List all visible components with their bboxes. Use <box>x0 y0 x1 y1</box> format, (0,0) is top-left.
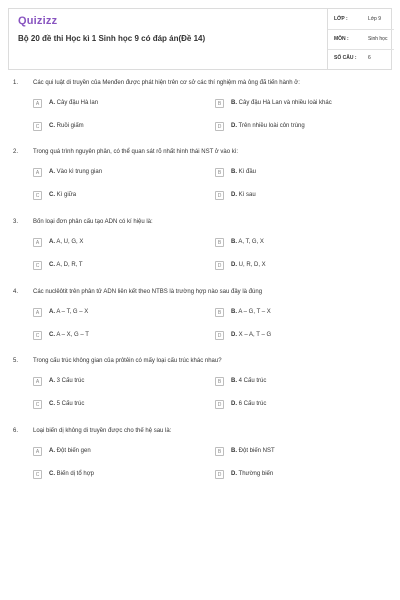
question-text: Loại biến dị không di truyền được cho thế hệ sau là: <box>33 428 172 434</box>
option-label: Đột biến NST <box>237 448 275 454</box>
option-prefix: D. <box>231 332 237 338</box>
option-letter-box: A <box>33 377 42 386</box>
option-text <box>49 401 84 407</box>
option-prefix: A. <box>49 378 55 384</box>
option-prefix: B. <box>231 169 237 175</box>
option-prefix: C. <box>49 123 55 129</box>
question-number: 1. <box>13 80 19 86</box>
option-label: Kì sau <box>237 192 256 198</box>
option-text <box>49 332 89 338</box>
option-letter-box: A <box>33 99 42 108</box>
question-text: Các qui luật di truyền của Menđen được phát hiện trên cơ sở các thí nghiệm mà ông đã tiến hành ở: <box>33 80 300 86</box>
option-letter-box: A <box>33 238 42 247</box>
option-text <box>231 401 266 407</box>
option-prefix: B. <box>231 378 237 384</box>
option-prefix: C. <box>49 471 55 477</box>
option-letter-box: D <box>215 331 224 340</box>
option-letter-box: B <box>215 377 224 386</box>
option-label: Ruồi giấm <box>55 123 84 129</box>
option-label: 5 Cấu trúc <box>55 401 85 407</box>
question-text: Trong cấu trúc không gian của prôtêin có mấy loại cấu trúc khác nhau? <box>33 358 222 364</box>
option-text <box>231 262 266 268</box>
option-label: A – G, T – X <box>237 309 271 315</box>
option-label: Trên nhiều loài côn trùng <box>237 123 305 129</box>
question-text: Bốn loại đơn phân cấu tạo ADN có kí hiệu là: <box>33 219 153 225</box>
meta-value: Sinh học <box>368 36 388 42</box>
option-label: Biến dị tổ hợp <box>55 471 94 477</box>
option-label: Vào kì trung gian <box>55 169 103 175</box>
option-text <box>231 378 266 384</box>
option-letter-box: B <box>215 447 224 456</box>
meta-value: 6 <box>368 55 371 61</box>
option-letter-box: D <box>215 191 224 200</box>
option-prefix: D. <box>231 262 237 268</box>
option-letter-box: D <box>215 261 224 270</box>
option-prefix: A. <box>49 169 55 175</box>
option-text <box>49 471 94 477</box>
option-text <box>49 309 88 315</box>
option-text <box>231 471 273 477</box>
option-label: Cây đậu Hà lan <box>55 100 99 106</box>
option-text <box>231 332 271 338</box>
option-label: U, R, D, X <box>237 262 266 268</box>
option-text <box>49 169 102 175</box>
option-prefix: B. <box>231 100 237 106</box>
meta-divider <box>328 49 394 50</box>
option-letter-box: C <box>33 400 42 409</box>
option-prefix: A. <box>49 239 55 245</box>
option-text <box>231 123 305 129</box>
option-prefix: B. <box>231 239 237 245</box>
option-prefix: A. <box>49 448 55 454</box>
option-letter-box: B <box>215 168 224 177</box>
option-text <box>231 100 332 106</box>
question-text: Các nuclêôtit trên phân tử ADN liên kết theo NTBS là trường hợp nào sau đây là đúng <box>33 289 263 295</box>
option-letter-box: B <box>215 238 224 247</box>
option-label: Thường biến <box>237 471 274 477</box>
question-number: 5. <box>13 358 19 364</box>
option-letter-box: D <box>215 400 224 409</box>
option-letter-box: C <box>33 261 42 270</box>
meta-key: SỐ CÂU : <box>334 55 357 61</box>
option-label: X – A, T – G <box>237 332 272 338</box>
option-prefix: D. <box>231 471 237 477</box>
option-letter-box: A <box>33 447 42 456</box>
question-number: 6. <box>13 428 19 434</box>
option-text <box>49 262 83 268</box>
option-letter-box: C <box>33 470 42 479</box>
option-prefix: A. <box>49 100 55 106</box>
question-number: 4. <box>13 289 19 295</box>
option-label: A, D, R, T <box>55 262 83 268</box>
option-prefix: B. <box>231 448 237 454</box>
option-letter-box: B <box>215 308 224 317</box>
option-prefix: B. <box>231 309 237 315</box>
question-number: 3. <box>13 219 19 225</box>
option-text <box>231 448 275 454</box>
option-prefix: C. <box>49 332 55 338</box>
worksheet-meta <box>327 9 394 69</box>
option-text <box>231 192 256 198</box>
option-letter-box: D <box>215 470 224 479</box>
option-letter-box: C <box>33 191 42 200</box>
option-text <box>49 192 76 198</box>
option-label: A – X, G – T <box>55 332 89 338</box>
option-prefix: C. <box>49 401 55 407</box>
quizizz-logo: Quizizz <box>18 15 58 27</box>
meta-key: MÔN : <box>334 36 349 42</box>
option-text <box>231 169 256 175</box>
option-text <box>231 239 264 245</box>
option-label: Kì đầu <box>237 169 257 175</box>
meta-key: LỚP : <box>334 16 348 22</box>
option-prefix: C. <box>49 262 55 268</box>
option-prefix: D. <box>231 192 237 198</box>
option-text <box>49 100 98 106</box>
option-letter-box: C <box>33 331 42 340</box>
meta-divider <box>328 29 394 30</box>
question-number: 2. <box>13 149 19 155</box>
option-text <box>49 448 91 454</box>
option-label: A, U, G, X <box>55 239 84 245</box>
option-label: 3 Cấu trúc <box>55 378 85 384</box>
option-letter-box: A <box>33 168 42 177</box>
option-text <box>49 239 83 245</box>
worksheet-header <box>8 8 392 70</box>
option-label: 6 Cấu trúc <box>237 401 267 407</box>
option-text <box>49 378 84 384</box>
meta-value: Lớp 9 <box>368 16 382 22</box>
option-prefix: C. <box>49 192 55 198</box>
option-label: Đột biến gen <box>55 448 91 454</box>
option-text <box>49 123 84 129</box>
option-label: Cây đậu Hà Lan và nhiều loài khác <box>237 100 332 106</box>
option-letter-box: B <box>215 99 224 108</box>
option-letter-box: A <box>33 308 42 317</box>
option-label: A – T, G – X <box>55 309 89 315</box>
option-prefix: A. <box>49 309 55 315</box>
option-label: Kì giữa <box>55 192 77 198</box>
option-label: A, T, G, X <box>237 239 264 245</box>
option-prefix: D. <box>231 123 237 129</box>
option-text <box>231 309 271 315</box>
option-prefix: D. <box>231 401 237 407</box>
option-letter-box: D <box>215 122 224 131</box>
question-text: Trong quá trình nguyên phân, có thể quan sát rõ nhất hình thái NST ở vào kì: <box>33 149 239 155</box>
option-letter-box: C <box>33 122 42 131</box>
option-label: 4 Cấu trúc <box>237 378 267 384</box>
worksheet-title: Bộ 20 đề thi Học kì 1 Sinh học 9 có đáp án(Đề 14) <box>18 34 206 43</box>
